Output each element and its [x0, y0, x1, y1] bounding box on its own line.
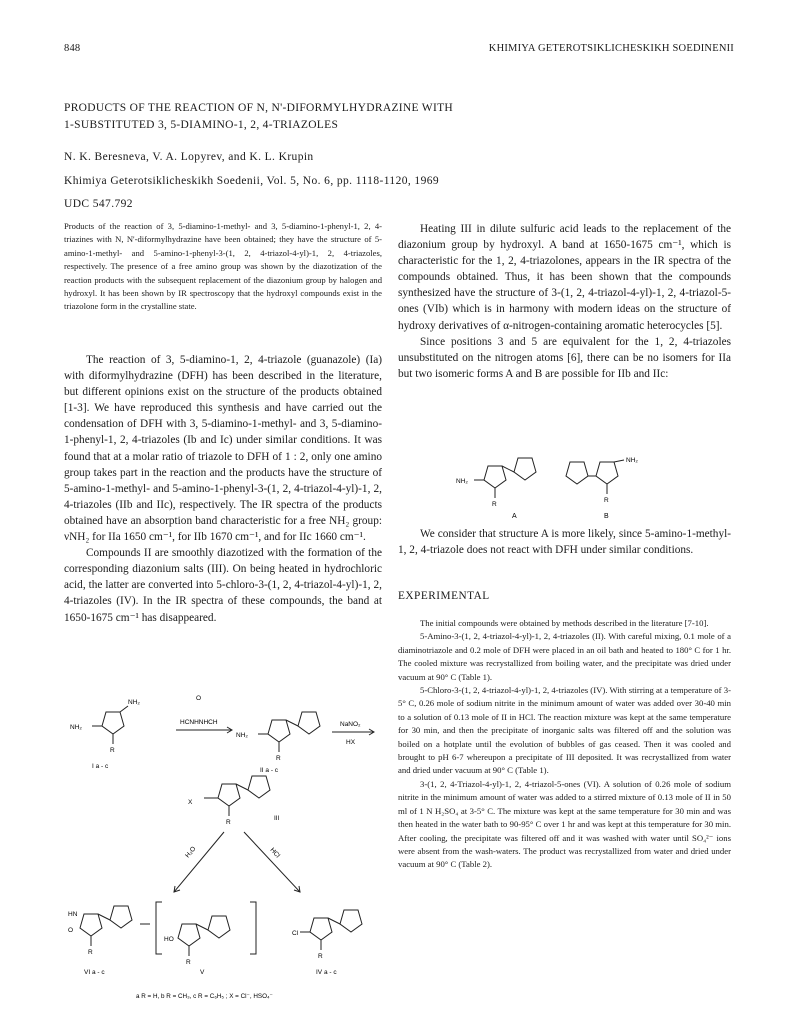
- structure-a-r: R: [492, 501, 497, 508]
- label-i: I a - c: [92, 763, 109, 770]
- isomer-structures: [450, 452, 680, 520]
- compound-iv-cl: Cl: [292, 930, 299, 937]
- compound-ii-nh2: NH₂: [236, 732, 248, 739]
- experimental-heading: EXPERIMENTAL: [398, 590, 490, 602]
- label-iv: IV a - c: [316, 969, 337, 976]
- citation: Khimiya Geterotsiklicheskikh Soedenii, Vol. 5, No. 6, pp. 1118-1120, 1969: [64, 175, 440, 187]
- udc-code: UDC 547.792: [64, 198, 133, 210]
- compound-vi-ring-2: [110, 906, 132, 928]
- label-a: A: [512, 513, 517, 520]
- experimental-paragraph-3: 5-Chloro-3-(1, 2, 4-triazol-4-yl)-1, 2, 4-triazoles (IV). With stirring at a temperature of 3-5° C, 0.26 mole of sodium nitrite in the minimum amount of water was added over 30-40 min to a solution of 0.13 mole of II in HCl. The reaction mixture was kept at the same temperature for 30 min, and then the precipitate of inorganic salts was filtered off and the solution was boiled on a hotplate until the evolution of bubbles of gas ceased. Then it was cooled and brought to pH 6-7 whereupon a precipitate of III deposited. It was recrystallized from water and dried under vacuum at 90° C (Table 1).: [398, 685, 731, 776]
- compound-v-ring-1: [178, 924, 200, 946]
- left-paragraph-1: The reaction of 3, 5-diamino-1, 2, 4-triazole (guanazole) (Ia) with diformylhydrazine (DFH) has been described in the literature, but different opinions exist on the structure of the products obtained [1-3]. We have reproduced this synthesis and have carried out the condensation of DFH with 3, 5-diamino-1-methyl- and 3, 5-diamino-1-phenyl-1, 2, 4-triazoles (Ib and Ic) under similar conditions. It was found that at a molar ratio of triazole to DFH of 1 : 2, only one amino group takes part in the reaction and the products have the structure of 5-amino-1-methyl- and 5-amino-1-phenyl-3-(1, 2, 4-triazol-4-yl)-1, 2, 4-triazoles (IIb and IIc), respectively. The IR spectra of the products obtained have an absorption band characteristic for a free NH₂ group: νNH₂ for IIa 1650 cm⁻¹, for IIb 1670 cm⁻¹, and for IIc 1660 cm⁻¹.: [64, 354, 382, 544]
- structure-b-nh2: NH₂: [626, 457, 638, 464]
- compound-iv-r: R: [318, 953, 323, 960]
- compound-i-nh2-right: NH₂: [128, 699, 140, 706]
- label-b: B: [604, 513, 609, 520]
- compound-v-ho: HO: [164, 936, 174, 943]
- left-column-body: [64, 352, 382, 626]
- label-vi: VI a - c: [84, 969, 105, 976]
- right-column-body-2: [398, 526, 731, 558]
- structure-a-nh2: NH₂: [456, 478, 468, 485]
- compound-i-r: R: [110, 747, 115, 754]
- reagent-nano2: NaNO₂: [340, 721, 361, 728]
- reagent-hcl: HCl: [268, 846, 281, 860]
- article-title-line-2: 1-SUBSTITUTED 3, 5-DIAMINO-1, 2, 4-TRIAZOLES: [64, 119, 339, 131]
- page-number: 848: [64, 43, 81, 54]
- compound-ii-r: R: [276, 755, 281, 762]
- abstract: Products of the reaction of 3, 5-diamino-1-methyl- and 3, 5-diamino-1-phenyl-1, 2, 4-triazines with N, N'-diformylhydrazine have been obtained; they have the structure of 5-amino-1-methyl- and 5-amino-1-phenyl-3-(1, 2, 4-triazol-4-yl)-1, 2, 4-triazoles, respectively. The presence of a free amino group was shown by the diazotization of the reaction products with the subsequent replacement of the diazonium group by halogen and hydroxyl. It has been shown by IR spectroscopy that the hydroxyl compounds exist in the triazolone form in the crystalline state.: [64, 221, 382, 312]
- experimental-paragraph-4: 3-(1, 2, 4-Triazol-4-yl)-1, 2, 4-triazol-5-ones (VI). A solution of 0.26 mole of sodium nitrite in the minimum amount of water was added to a stirred mixture of 0.13 mole of II in 50 ml of 1 N H₂SO₄ at 3-5° C. The mixture was kept at the same temperature for 30 min and was then heated in the water bath to 90-95° C over 1 hr and was kept at this temperature for 30 min. After cooling, the precipitate was filtered off and it was washed with water until SO₄²⁻ ions were absent from the wash-waters. The product was recrystallized from water and dried under vacuum at 90° C (Table 2).: [398, 778, 731, 870]
- compound-iii-ring-2: [248, 776, 270, 798]
- compound-vi-r: R: [88, 949, 93, 956]
- compound-v-r: R: [186, 959, 191, 966]
- right-paragraph-3: We consider that structure A is more likely, since 5-amino-1-methyl-1, 2, 4-triazole does not react with DFH under similar conditions.: [398, 528, 731, 557]
- compound-iv-ring-1: [310, 918, 332, 940]
- right-paragraph-1: Heating III in dilute sulfuric acid leads to the replacement of the diazonium group by hydroxyl. A band at 1650-1675 cm⁻¹, which is characteristic for the 1, 2, 4-triazolones, appears in the IR spectra of the compounds obtained. Thus, it has been shown that the compounds synthesized have the structure of 3-(1, 2, 4-triazol-4-yl)-1, 2, 4-triazol-5-ones (VIb) which is in harmony with modern ideas on the structure of hydroxy derivatives of α-nitrogen-containing aromatic heterocycles [5].: [398, 223, 731, 332]
- structure-b-ring-2: [596, 462, 618, 484]
- reagent-dfh: HCNHNHCH: [180, 719, 218, 726]
- label-ii: II a - c: [260, 767, 279, 774]
- label-iii: III: [274, 815, 280, 822]
- article-title-line-1: PRODUCTS OF THE REACTION OF N, N'-DIFORMYLHYDRAZINE WITH: [64, 102, 454, 114]
- compound-i-ring: [102, 712, 124, 734]
- compound-vi-o: O: [68, 927, 74, 934]
- compound-i-nh2-left: NH₂: [70, 724, 82, 731]
- reagent-hx: HX: [346, 739, 356, 746]
- experimental-paragraph-2: 5-Amino-3-(1, 2, 4-triazol-4-yl)-1, 2, 4-triazoles (II). With careful mixing, 0.1 mole of a diaminotriazole and 0.2 mole of DFH were placed in an oil bath and heated to 180° C for 1 hr. The cooled mixture was recrystallized from boiling water, and the precipitate was dried under vacuum at 90° C (Table 1).: [398, 631, 731, 682]
- compound-ii-ring-1: [268, 720, 290, 742]
- experimental-paragraph-1: The initial compounds were obtained by methods described in the literature [7-10].: [420, 618, 709, 628]
- label-v: V: [200, 969, 205, 976]
- compound-ii-ring-2: [298, 712, 320, 734]
- right-paragraph-2: Since positions 3 and 5 are equivalent for the 1, 2, 4-triazoles unsubstituted on the nitrogen atoms [6], there can be no isomers for IIa but two isomeric forms A and B are possible for IIb and IIc:: [398, 335, 731, 380]
- arrow-h2o: [174, 832, 224, 892]
- structure-a-ring-2: [514, 458, 536, 480]
- compound-iii-ring-1: [218, 784, 240, 806]
- structure-a-ring-1: [484, 466, 506, 488]
- journal-running-head: KHIMIYA GETEROTSIKLICHESKIKH SOEDINENII: [488, 43, 734, 54]
- compound-vi-ring-1: [80, 914, 102, 936]
- experimental-section: [398, 617, 731, 872]
- left-paragraph-2: Compounds II are smoothly diazotized with the formation of the corresponding diazonium salts (III). On being heated in hydrochloric acid, the latter are converted into 5-chloro-3-(1, 2, 4-triazol-4-yl)-1, 2, 4-triazoles (IV). In the IR spectra of these compounds, the band at 1650-1675 cm⁻¹ has disappeared.: [64, 547, 382, 624]
- right-column-body: [398, 221, 731, 382]
- reagent-h2o: H₂O: [184, 845, 198, 860]
- authors: N. K. Beresneva, V. A. Lopyrev, and K. L. Krupin: [64, 151, 314, 163]
- reagent-o: O: [196, 695, 202, 702]
- arrow-hcl: [244, 832, 300, 892]
- structure-b-r: R: [604, 497, 609, 504]
- compound-iii-r: R: [226, 819, 231, 826]
- compound-iv-ring-2: [340, 910, 362, 932]
- reaction-scheme: [64, 692, 394, 1007]
- compound-iii-x: X: [188, 799, 193, 806]
- scheme-footnote: a R = H, b R = CH₃, c R = C₆H₅ ; X = Cl⁻, HSO₄⁻: [136, 993, 273, 1000]
- compound-vi-hn: HN: [68, 911, 78, 918]
- structure-b-ring-1: [566, 462, 588, 484]
- compound-v-ring-2: [208, 916, 230, 938]
